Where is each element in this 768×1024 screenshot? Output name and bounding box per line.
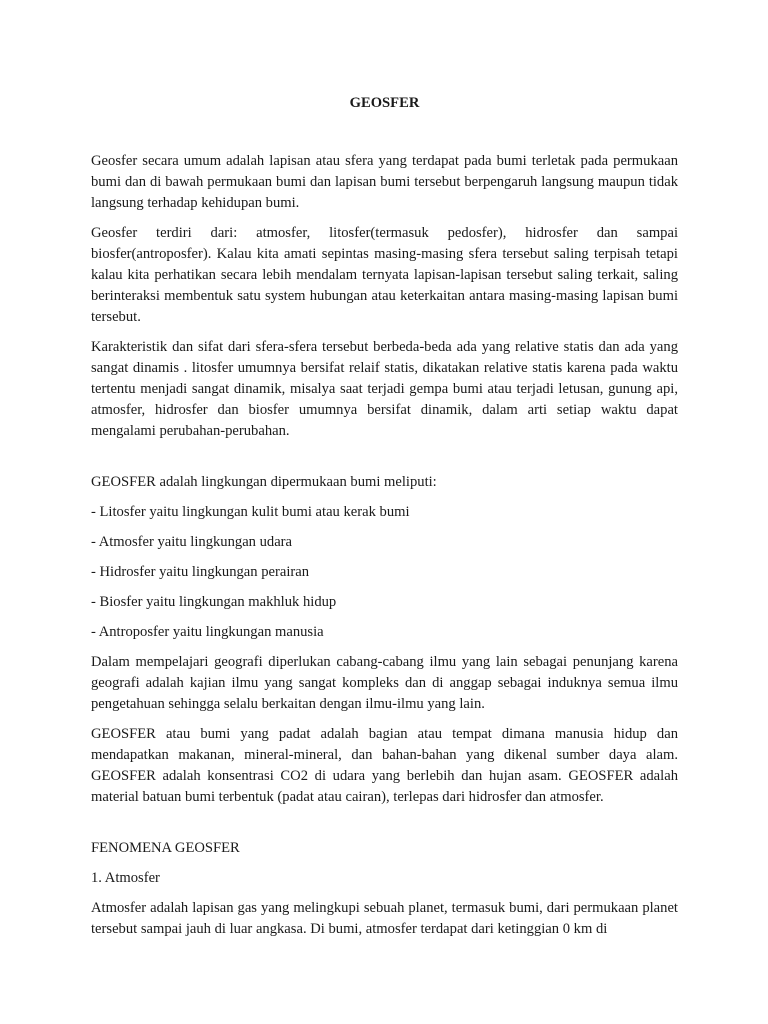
blank-line [91, 817, 678, 838]
section-heading: FENOMENA GEOSFER [91, 840, 240, 856]
list-item-hidrosfer: - Hidrosfer yaitu lingkungan perairan [91, 564, 310, 580]
list-item-atmosfer: - Atmosfer yaitu lingkungan udara [91, 534, 293, 550]
paragraph-atmosfer: Atmosfer adalah lapisan gas yang melingkupi sebuah planet, termasuk bumi, dari permukaan planet tersebut sampai jauh di luar angkasa. Di bumi, atmosfer terdapat dari ketinggian 0 km di [91, 900, 678, 937]
blank-line [91, 451, 678, 472]
list-item-biosfer: - Biosfer yaitu lingkungan makhluk hidup [91, 594, 337, 610]
paragraph-definition: Geosfer secara umum adalah lapisan atau sfera yang terdapat pada bumi terletak pada permukaan bumi dan di bawah permukaan bumi dan lapisan bumi tersebut berpengaruh langsung maupun tidak langsung terhadap kehidupan bumi. [91, 153, 678, 211]
paragraph-geography: Dalam mempelajari geografi diperlukan cabang-cabang ilmu yang lain sebagai penunjang karena geografi adalah kajian ilmu yang sangat kompleks dan di anggap sebagai induknya semua ilmu pengetahuan sehingga selalu berkaitan dengan ilmu-ilmu yang lain. [91, 654, 678, 712]
list-item-litosfer: - Litosfer yaitu lingkungan kulit bumi atau kerak bumi [91, 504, 410, 520]
paragraph-geosfer-solid: GEOSFER atau bumi yang padat adalah bagian atau tempat dimana manusia hidup dan mendapatkan makanan, mineral-mineral, dan bahan-bahan yang dikenal sumber daya alam. GEOSFER adalah konsentrasi CO2 di udara yang berlebih dan hujan asam. GEOSFER adalah material batuan bumi terbentuk (padat atau cairan), terlepas dari hidrosfer dan atmosfer. [91, 726, 678, 805]
list-item-antroposfer: - Antroposfer yaitu lingkungan manusia [91, 624, 324, 640]
subsection-heading: 1. Atmosfer [91, 870, 160, 886]
list-intro: GEOSFER adalah lingkungan dipermukaan bumi meliputi: [91, 474, 437, 490]
paragraph-characteristics: Karakteristik dan sifat dari sfera-sfera tersebut berbeda-beda ada yang relative statis dan ada yang sangat dinamis . litosfer umumnya bersifat relaif statis, dikatakan relative statis karena pada waktu tertentu menjadi sangat dinamik, misalya saat terjadi gempa bumi atau terjadi letusan, gunung api, atmosfer, hidrosfer dan biosfer umumnya bersifat dinamik, dalam arti setiap waktu dapat mengalami perubahan-perubahan. [91, 339, 678, 439]
document-body [91, 93, 678, 949]
paragraph-composition: Geosfer terdiri dari: atmosfer, litosfer(termasuk pedosfer), hidrosfer dan sampai biosfer(antroposfer). Kalau kita amati sepintas masing-masing sfera tersebut saling terpisah tetapi kalau kita perhatikan secara lebih mendalam ternyata lapisan-lapisan tersebut saling terkait, saling berinteraksi membentuk satu system hubungan atau keterkaitan antara masing-masing lapisan bumi tersebut. [91, 225, 678, 325]
document-title: GEOSFER [349, 95, 420, 111]
